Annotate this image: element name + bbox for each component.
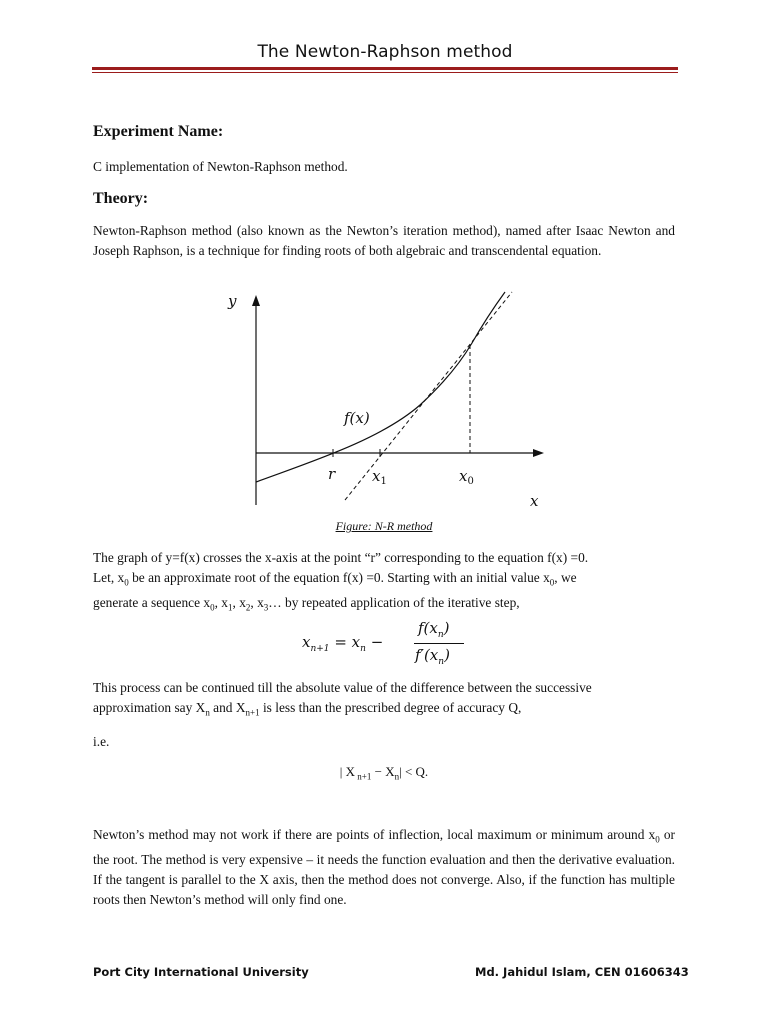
final-paragraph: Newton’s method may not work if there are points of inflection, local maximum or minimum around $x_0$ or the root. The method is very expensive – it needs the function evaluation and then the derivative evaluation. If the tangent is parallel to the X axis, then the method does not converge. Also, if the function has multiple roots then Newton’s method will only find one. <box>93 827 675 907</box>
figure-caption: Figure: N-R method <box>335 519 433 533</box>
r-label: r <box>328 465 336 483</box>
theory-heading: Theory: <box>93 190 149 207</box>
process-paragraph: This process can be continued till the absolute value of the difference between the successive approximation say $X_n$ and $X_{n+1}$ is less than the prescribed degree of accuracy Q, <box>93 680 592 718</box>
iteration-equation: $x_{n+1} = x_n$ − <box>302 633 384 654</box>
equation-denominator: $f'(x_n)$ <box>415 646 450 667</box>
convergence-inequality: | X $_{n+1} - X_n| < Q$. <box>339 764 429 782</box>
tangent-line <box>345 292 512 500</box>
experiment-heading: Experiment Name: <box>93 123 224 140</box>
x-axis-label: x <box>530 492 539 510</box>
fx-label: f(x) <box>344 409 370 427</box>
x0-label: $x_0$ <box>459 467 474 487</box>
graph-paragraph: The graph of y=f(x) crosses the x-axis at the point “r” corresponding to the equation f(x) =0. Let, $x_0$ be an approximate root of the equation f(x) =0. Starting with an initial value $x_0$, we generate a sequence $x_0$, $x_1$, $x_2$, $x_3\dots$ by repeated application of the iterative step, <box>93 550 589 613</box>
x-axis-arrow <box>533 449 544 457</box>
footer-author: Md. Jahidul Islam, CEN 01606343 <box>475 965 689 979</box>
fraction-bar <box>414 643 464 644</box>
experiment-text: C implementation of Newton-Raphson method. <box>93 159 348 174</box>
ie-text: i.e. <box>93 734 110 749</box>
page-title: The Newton-Raphson method <box>257 42 513 62</box>
y-axis-label: y <box>228 292 237 310</box>
footer-university: Port City International University <box>93 965 309 979</box>
y-axis-arrow <box>252 295 260 306</box>
x1-label: $x_1$ <box>372 467 387 487</box>
equation-numerator: $f(x_n)$ <box>418 619 450 640</box>
theory-intro: Newton-Raphson method (also known as the Newton’s iteration method), named after Isaac Newton and Joseph Raphson, is a technique for finding roots of both algebraic and transcendental equation. <box>93 223 675 258</box>
